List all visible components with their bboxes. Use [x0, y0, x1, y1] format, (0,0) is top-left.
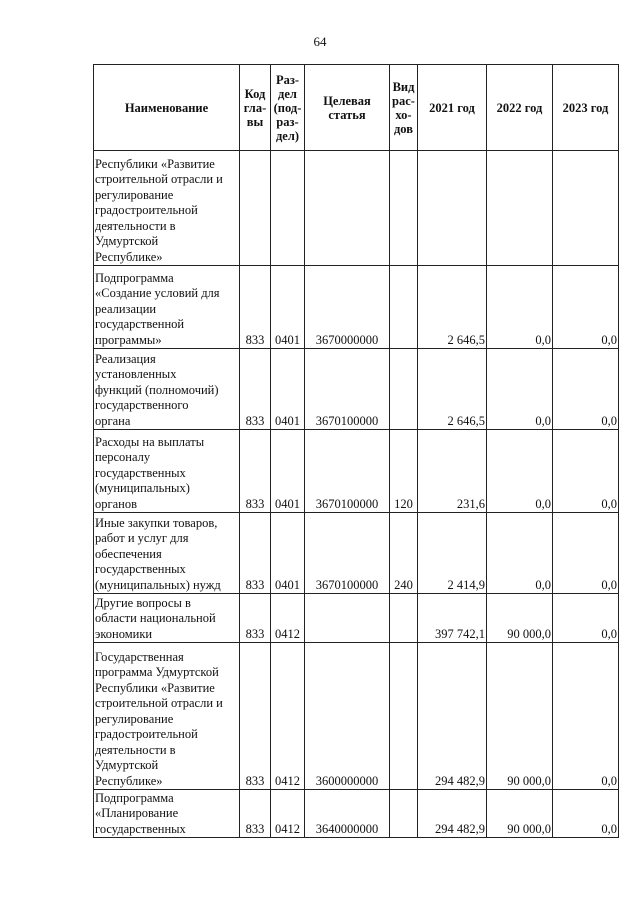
budget-table: [93, 64, 619, 838]
row-chapter: 833: [240, 430, 271, 513]
row-expense-type: [390, 594, 418, 643]
row-2022: 0,0: [487, 430, 553, 513]
row-name: Иные закупки товаров, работ и услуг для обеспечения государственных (муниципальных) нужд: [94, 513, 240, 594]
header-2022: 2022 год: [487, 65, 553, 151]
row-chapter: 833: [240, 266, 271, 349]
row-chapter: 833: [240, 349, 271, 430]
header-name: Наименование: [94, 65, 240, 151]
row-2023: [553, 151, 619, 266]
table-row: [94, 594, 619, 643]
row-2021: 2 414,9: [418, 513, 487, 594]
row-2021: 2 646,5: [418, 266, 487, 349]
row-2023: 0,0: [553, 643, 619, 790]
row-section: 0401: [271, 513, 305, 594]
row-2022: 90 000,0: [487, 594, 553, 643]
page-number: 64: [313, 34, 327, 49]
row-2023: 0,0: [553, 790, 619, 838]
table-row: [94, 790, 619, 838]
row-expense-type: [390, 266, 418, 349]
header-expense-type: Вид рас- хо- дов: [390, 65, 418, 151]
header-section: Раз- дел (под- раз- дел): [271, 65, 305, 151]
row-2023: 0,0: [553, 594, 619, 643]
row-2021: 231,6: [418, 430, 487, 513]
row-2021: 294 482,9: [418, 643, 487, 790]
table-row: [94, 430, 619, 513]
table-row: [94, 513, 619, 594]
row-expense-type: [390, 349, 418, 430]
row-chapter: 833: [240, 643, 271, 790]
table-row: [94, 266, 619, 349]
row-2021: 2 646,5: [418, 349, 487, 430]
row-section: 0401: [271, 430, 305, 513]
row-target: [305, 151, 390, 266]
row-target: 3670100000: [305, 430, 390, 513]
row-target: 3670100000: [305, 349, 390, 430]
row-2022: 90 000,0: [487, 790, 553, 838]
table-row: [94, 643, 619, 790]
row-section: 0401: [271, 266, 305, 349]
header-row: [94, 65, 619, 151]
row-section: 0401: [271, 349, 305, 430]
row-2022: 0,0: [487, 349, 553, 430]
row-chapter: 833: [240, 790, 271, 838]
row-expense-type: [390, 643, 418, 790]
row-section: 0412: [271, 643, 305, 790]
row-2023: 0,0: [553, 513, 619, 594]
row-target: 3670000000: [305, 266, 390, 349]
row-section: [271, 151, 305, 266]
header-chapter-code: Код гла- вы: [240, 65, 271, 151]
row-target: 3670100000: [305, 513, 390, 594]
header-2021: 2021 год: [418, 65, 487, 151]
row-expense-type: [390, 151, 418, 266]
row-2023: 0,0: [553, 349, 619, 430]
row-2023: 0,0: [553, 266, 619, 349]
row-name: Республики «Развитие строительной отрасли и регулирование градостроительной деятельности в Удмуртской Республике»: [94, 151, 240, 266]
row-name: Реализация установленных функций (полномочий) государственного органа: [94, 349, 240, 430]
row-target: 3640000000: [305, 790, 390, 838]
row-expense-type: 240: [390, 513, 418, 594]
row-expense-type: [390, 790, 418, 838]
row-2021: [418, 151, 487, 266]
row-name: Расходы на выплаты персоналу государственных (муниципальных) органов: [94, 430, 240, 513]
row-name: Подпрограмма «Планирование государственных: [94, 790, 240, 838]
row-2021: 397 742,1: [418, 594, 487, 643]
row-name: Другие вопросы в области национальной экономики: [94, 594, 240, 643]
row-section: 0412: [271, 790, 305, 838]
row-chapter: [240, 151, 271, 266]
row-2021: 294 482,9: [418, 790, 487, 838]
row-chapter: 833: [240, 513, 271, 594]
row-2022: 0,0: [487, 513, 553, 594]
row-chapter: 833: [240, 594, 271, 643]
row-section: 0412: [271, 594, 305, 643]
row-expense-type: 120: [390, 430, 418, 513]
row-name: Государственная программа Удмуртской Республики «Развитие строительной отрасли и регулирование градостроительной деятельности в Удмуртской Республике»: [94, 643, 240, 790]
header-target-article: Целевая статья: [305, 65, 390, 151]
header-2023: 2023 год: [553, 65, 619, 151]
table-row: [94, 349, 619, 430]
table-row: [94, 151, 619, 266]
row-2022: 90 000,0: [487, 643, 553, 790]
row-name: Подпрограмма «Создание условий для реализации государственной программы»: [94, 266, 240, 349]
row-2022: [487, 151, 553, 266]
row-2022: 0,0: [487, 266, 553, 349]
row-target: 3600000000: [305, 643, 390, 790]
row-2023: 0,0: [553, 430, 619, 513]
row-target: [305, 594, 390, 643]
